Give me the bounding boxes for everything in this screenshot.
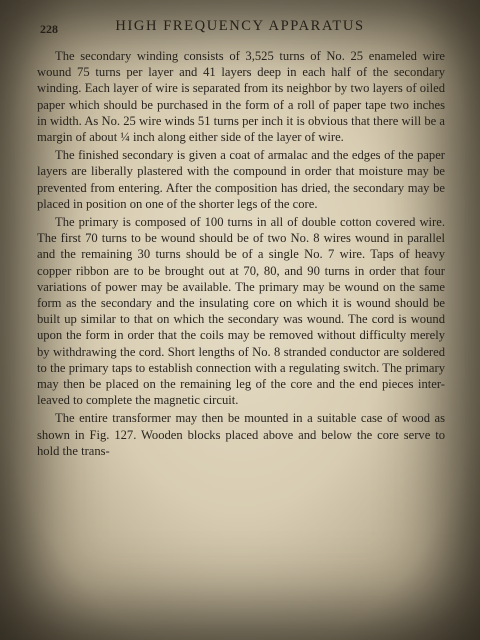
paragraph-secondary-winding: The secondary winding consists of 3,525 turns of No. 25 enameled wire wound 75 turns per layer and 41 layers deep in each half of the secondary winding. Each layer of wire is separated from its neighbor by two layers of oiled paper which should be purchased in the form of a roll of paper tape two inches in width. As No. 25 wire winds 51 turns per inch it is obvious that there will be a margin of about ¼ inch along either side of the layer of wire. [37, 49, 445, 145]
body-text [37, 48, 445, 459]
running-head: HIGH FREQUENCY APPARATUS [115, 18, 365, 34]
paragraph-primary: The primary is composed of 100 turns in all of double cotton covered wire. The first 70 turns to be wound should be of two No. 8 wires wound in parallel and the remaining 30 turns should be of a single No. 7 wire. Taps of heavy copper ribbon are to be brought out at 70, 80, and 90 turns in order that four variations of power may be available. The primary may be wound on the same form as the secondary and the insulating core on which it is wound should be built up similar to that on which the secondary was wound. The cord is wound upon the form in order that the coils may be removed without difficulty merely by withdrawing the cord. Short lengths of No. 8 stranded conductor are soldered to the primary taps to establish connection with a regulating switch. The primary may then be placed on the remaining leg of the core and the end pieces inter-leaved to complete the magnetic circuit. [37, 215, 445, 408]
page-header [40, 18, 440, 38]
paragraph-transformer-mounting: The entire transformer may then be mounted in a suitable case of wood as shown in Fig. 127. Wooden blocks placed above and below the core serve to hold the trans- [37, 411, 445, 458]
paragraph-finished-secondary: The finished secondary is given a coat of armalac and the edges of the paper layers are liberally plastered with the compound in order that moisture may be prevented from entering. After the composition has dried, the secondary may be placed in position on one of the shorter legs of the core. [37, 148, 445, 211]
page-number: 228 [40, 22, 58, 36]
